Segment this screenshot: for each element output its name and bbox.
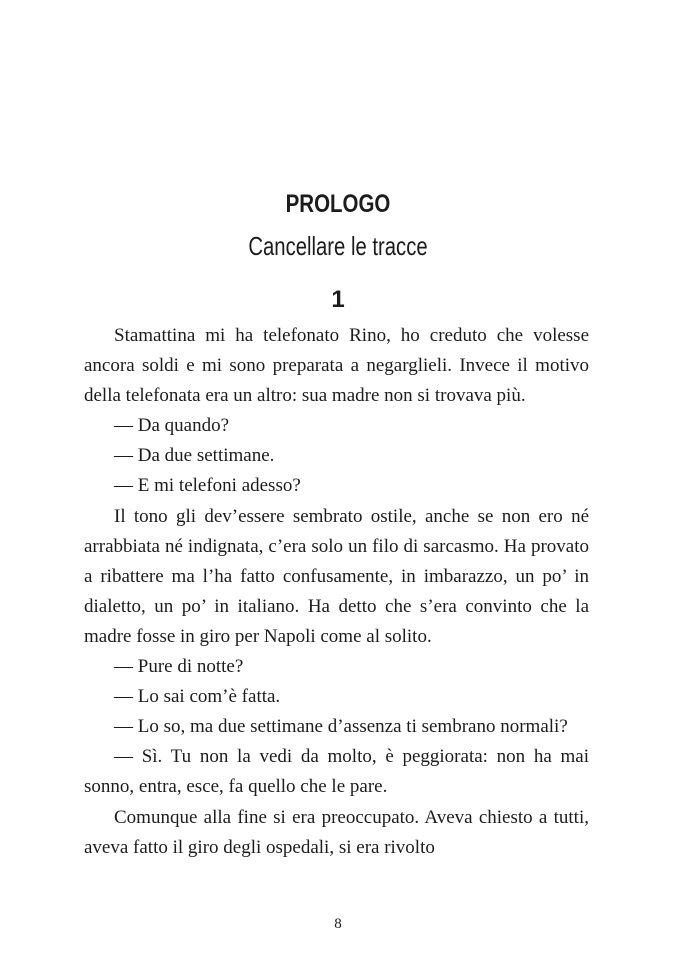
paragraph: Il tono gli dev’essere sembrato ostile, anche se non ero né arrabbiata né indignata, c’era solo un filo di sarcasmo. Ha provato a ribattere ma l’ha fatto confusamente, in imbarazzo, un po’ in dialetto, un po’ in italiano. Ha detto che s’era convinto che la madre fosse in giro per Napoli come al solito. bbox=[84, 505, 589, 647]
dialogue-line: — Da due settimane. bbox=[114, 445, 275, 467]
dialogue-line: — Pure di notte? bbox=[114, 656, 244, 678]
chapter-number: 1 bbox=[331, 286, 345, 313]
part-subtitle: Cancellare le tracce bbox=[248, 231, 428, 261]
body-text bbox=[84, 321, 589, 863]
page-number: 8 bbox=[334, 916, 342, 932]
dialogue-line: — Lo so, ma due settimane d’assenza ti sembrano normali? bbox=[114, 716, 568, 738]
dialogue-line: — Lo sai com’è fatta. bbox=[114, 686, 281, 708]
paragraph: Comunque alla fine si era preoccupato. Aveva chiesto a tutti, aveva fatto il giro degli ospedali, si era rivolto bbox=[84, 806, 589, 858]
dialogue-line: — Sì. Tu non la vedi da molto, è peggiorata: non ha mai sonno, entra, esce, fa quello che le pare. bbox=[84, 746, 589, 798]
dialogue-line: — Da quando? bbox=[114, 415, 230, 437]
paragraph: Stamattina mi ha telefonato Rino, ho creduto che volesse ancora soldi e mi sono preparata a negarglieli. Invece il motivo della telefonata era un altro: sua madre non si trovava più. bbox=[84, 325, 589, 407]
part-title: PROLOGO bbox=[285, 190, 391, 218]
dialogue-line: — E mi telefoni adesso? bbox=[114, 475, 301, 497]
